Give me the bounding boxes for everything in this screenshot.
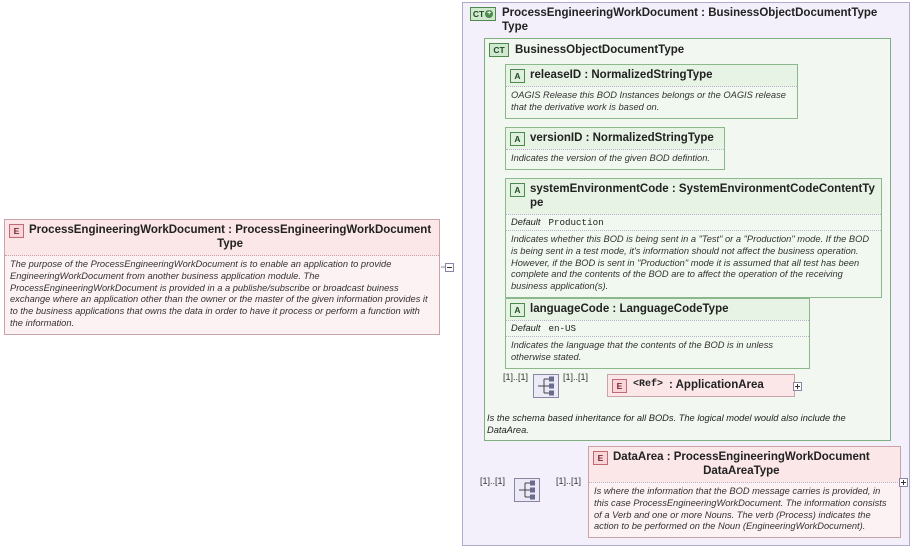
attribute-default-row <box>506 320 809 336</box>
attribute-icon[interactable]: A <box>510 132 525 146</box>
attribute-versionid[interactable] <box>505 127 725 170</box>
cardinality-left-applicationarea: [1]..[1] <box>503 372 529 382</box>
attribute-documentation: Indicates the version of the given BOD defintion. <box>506 149 724 169</box>
business-object-document-type-title <box>489 42 684 57</box>
business-object-document-type-note: Is the schema based inheritance for all BODs. The logical model would also include the DataArea. <box>487 413 846 436</box>
attribute-icon[interactable]: A <box>510 303 525 317</box>
attribute-documentation: OAGIS Release this BOD Instances belongs or the OAGIS release that the derivative work is based on. <box>506 86 797 118</box>
attribute-name-line2: pe <box>530 197 544 210</box>
attribute-documentation: Indicates whether this BOD is being sent in a "Test" or a "Production" mode. If the BOD is being sent in a test mode, it's information should not affect the business operation. However, if the BOD is sent in "Production" mode it is assumed that all test has been complete and the contents of the BOD are to affect the operation of the receiving business application(s). <box>506 230 881 297</box>
root-type-name-line2: Type <box>502 21 528 34</box>
dataarea-documentation: Is where the information that the BOD message carries is provided, in this case ProcessEngineeringWorkDocument. The information consists of a Verb and one or more Nouns. The verb (Process) indicates the action to be performed on the Noun (EngineeringWorkDocument). <box>589 482 900 538</box>
dataarea-title-line1: DataArea : ProcessEngineeringWorkDocument <box>613 451 870 463</box>
cardinality-right-applicationarea: [1]..[1] <box>563 372 589 382</box>
complex-type-icon-label: CT <box>472 9 485 19</box>
attribute-languagecode[interactable] <box>505 298 810 369</box>
complex-type-expanded-icon[interactable] <box>470 7 496 21</box>
element-documentation: The purpose of the ProcessEngineeringWorkDocument is to enable an application to provide EngineeringWorkDocument from another business application module. The ProcessEngineeringWorkDocument is provided in a a publishe/subscribe or broadcast buiness exchange where an application other than the owner or the master of the given information provides it to the business applications that owns the data in order to have it process or perform a function with the information. <box>10 258 428 329</box>
attribute-documentation: Indicates the language that the contents of the BOD is in unless otherwise stated. <box>506 336 809 368</box>
element-icon[interactable]: E <box>593 451 608 465</box>
default-value: en-US <box>548 323 577 334</box>
attribute-name: releaseID : NormalizedStringType <box>530 69 713 81</box>
attribute-name: systemEnvironmentCode : SystemEnvironmentCodeContentTy <box>530 183 875 195</box>
attribute-name: versionID : NormalizedStringType <box>530 132 714 144</box>
ref-title <box>608 375 794 396</box>
dataarea-expand-toggle[interactable] <box>899 478 908 487</box>
ref-name: : ApplicationArea <box>669 379 764 392</box>
attribute-title <box>506 128 724 149</box>
element-icon[interactable]: E <box>612 379 627 393</box>
attribute-name: languageCode : LanguageCodeType <box>530 303 729 315</box>
dataarea-title-line2: DataAreaType <box>703 465 780 478</box>
sequence-icon[interactable] <box>533 374 559 398</box>
attribute-releaseid[interactable] <box>505 64 798 119</box>
element-icon[interactable]: E <box>9 224 24 238</box>
root-type-title <box>466 3 906 38</box>
attribute-icon[interactable]: A <box>510 69 525 83</box>
cardinality-right-dataarea: [1]..[1] <box>556 476 582 486</box>
element-title-line2: Type <box>217 238 244 251</box>
attribute-default-row <box>506 214 881 230</box>
attribute-systemenvironmentcode[interactable] <box>505 178 882 298</box>
plus-circle-icon: + <box>487 10 492 17</box>
business-object-document-type-name: BusinessObjectDocumentType <box>515 43 685 56</box>
dataarea-title <box>589 447 900 482</box>
applicationarea-expand-toggle[interactable] <box>793 382 802 391</box>
ref-marker: <Ref> <box>633 379 664 391</box>
root-collapse-toggle[interactable] <box>445 263 454 272</box>
default-label: Default <box>511 323 541 333</box>
attribute-title <box>506 179 881 214</box>
complex-type-icon[interactable]: CT <box>489 43 509 57</box>
default-label: Default <box>511 216 541 227</box>
sequence-icon[interactable] <box>514 478 540 502</box>
attribute-title <box>506 65 797 86</box>
dataarea-element[interactable] <box>588 446 901 538</box>
default-value: Production <box>548 216 604 228</box>
element-title <box>5 220 439 256</box>
attribute-icon[interactable]: A <box>510 183 525 197</box>
attribute-title <box>506 299 809 320</box>
cardinality-left-dataarea: [1]..[1] <box>480 476 506 486</box>
element-title-line1: ProcessEngineeringWorkDocument : ProcessEngineeringWorkDocument <box>29 224 432 236</box>
applicationarea-ref-element[interactable] <box>607 374 795 397</box>
process-engineering-work-document-element[interactable] <box>4 219 440 335</box>
root-type-name: ProcessEngineeringWorkDocument : BusinessObjectDocumentType <box>502 7 878 19</box>
